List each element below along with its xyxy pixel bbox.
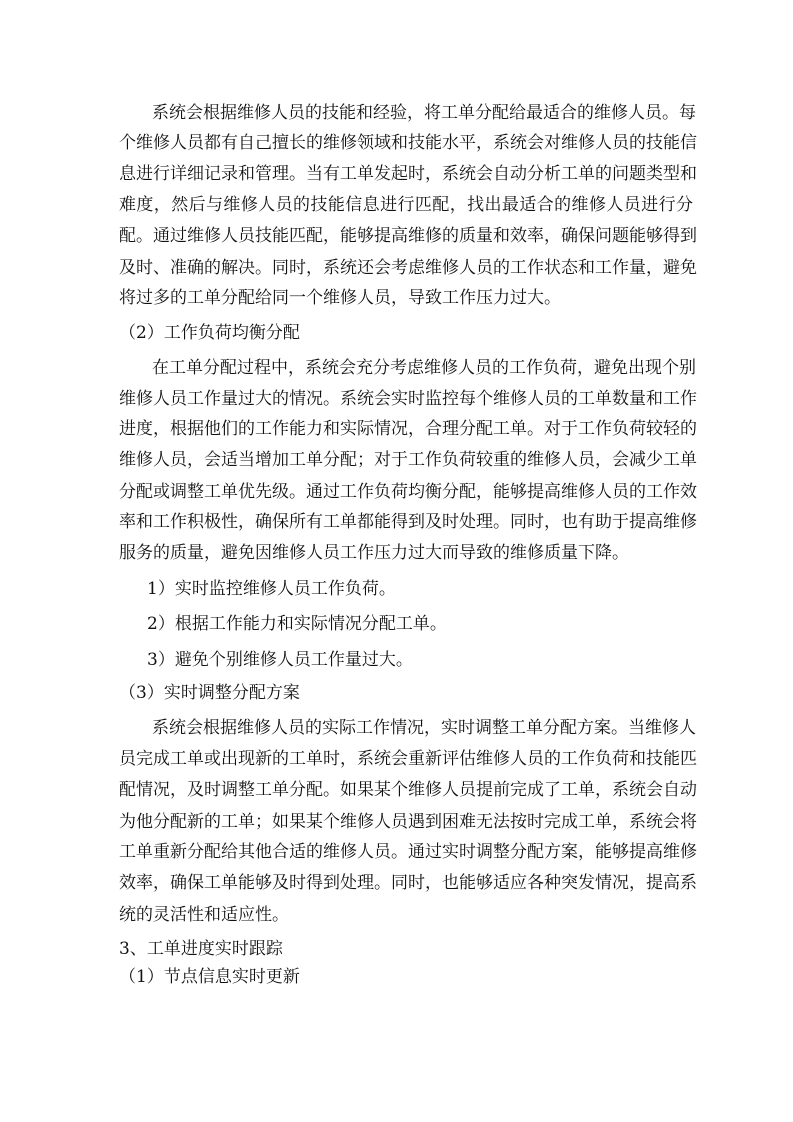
text-line: 工单重新分配给其他合适的维修人员。通过实时调整分配方案，能够提高维修 xyxy=(119,842,697,862)
list-item: 1）实时监控维修人员工作负荷。 xyxy=(147,579,396,599)
text-line: 员完成工单或出现新的工单时，系统会重新评估维修人员的工作负荷和技能匹 xyxy=(119,749,697,769)
subheading-workload-balance: （2）工作负荷均衡分配 xyxy=(119,323,300,343)
text-line: 个维修人员都有自己擅长的维修领域和技能水平，系统会对维修人员的技能信 xyxy=(119,133,697,153)
text-line: 进度，根据他们的工作能力和实际情况，合理分配工单。对于工作负荷较轻的 xyxy=(119,419,697,439)
text-line: 率和工作积极性，确保所有工单都能得到及时处理。同时，也有助于提高维修 xyxy=(119,512,697,532)
text-line: 系统会根据维修人员的技能和经验，将工单分配给最适合的维修人员。每 xyxy=(152,103,696,123)
text-line: 将过多的工单分配给同一个维修人员，导致工作压力过大。 xyxy=(119,288,561,308)
text-line: 维修人员工作量过大的情况。系统会实时监控每个维修人员的工单数量和工作 xyxy=(119,389,697,409)
text-line: 维修人员，会适当增加工单分配；对于工作负荷较重的维修人员，会减少工单 xyxy=(119,450,697,470)
text-line: 配情况，及时调整工单分配。如果某个维修人员提前完成了工单，系统会自动 xyxy=(119,780,697,800)
text-line: 在工单分配过程中，系统会充分考虑维修人员的工作负荷，避免出现个别 xyxy=(152,358,696,378)
text-line: 分配或调整工单优先级。通过工作负荷均衡分配，能够提高维修人员的工作效 xyxy=(119,482,697,502)
subheading-realtime-adjust: （3）实时调整分配方案 xyxy=(119,683,300,703)
text-line: 系统会根据维修人员的实际工作情况，实时调整工单分配方案。当维修人 xyxy=(152,718,696,738)
text-line: 为他分配新的工单；如果某个维修人员遇到困难无法按时完成工单，系统会将 xyxy=(119,812,697,832)
text-line: 效率，确保工单能够及时得到处理。同时，也能够适应各种突发情况，提高系 xyxy=(119,873,697,893)
text-line: 难度，然后与维修人员的技能信息进行匹配，找出最适合的维修人员进行分 xyxy=(119,195,693,215)
text-line: 统的灵活性和适应性。 xyxy=(119,905,289,925)
subheading-node-info-update: （1）节点信息实时更新 xyxy=(119,967,300,987)
text-line: 及时、准确的解决。同时，系统还会考虑维修人员的工作状态和工作量，避免 xyxy=(119,258,697,278)
section-heading-progress-tracking: 3、工单进度实时跟踪 xyxy=(119,939,283,959)
text-line: 息进行详细记录和管理。当有工单发起时，系统会自动分析工单的问题类型和 xyxy=(119,164,697,184)
list-item: 2）根据工作能力和实际情况分配工单。 xyxy=(147,614,447,634)
list-item: 3）避免个别维修人员工作量过大。 xyxy=(147,650,413,670)
text-line: 配。通过维修人员技能匹配，能够提高维修的质量和效率，确保问题能够得到 xyxy=(119,226,697,246)
text-line: 服务的质量，避免因维修人员工作压力过大而导致的维修质量下降。 xyxy=(119,543,629,563)
